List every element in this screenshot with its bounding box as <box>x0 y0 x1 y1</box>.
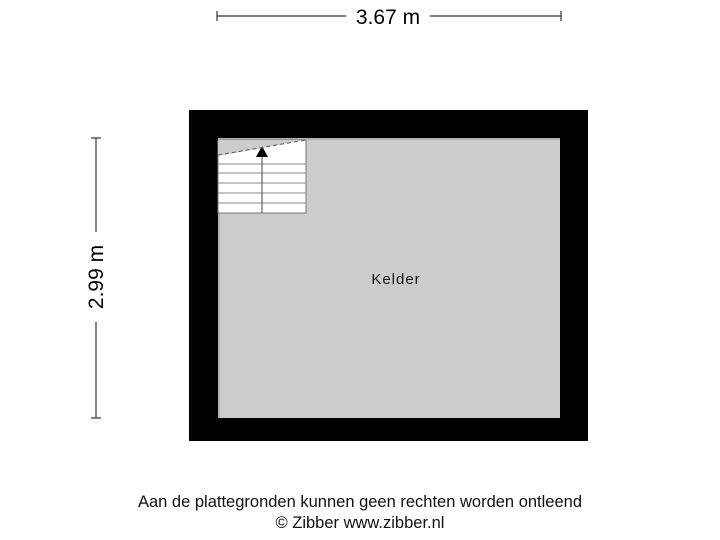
height-dimension-label: 2.99 m <box>85 244 108 310</box>
height-dimension <box>85 138 108 418</box>
footer-disclaimer: Aan de plattegronden kunnen geen rechten worden ontleend <box>137 493 583 511</box>
footer-credit: © Zibber www.zibber.nl <box>275 514 445 532</box>
width-dimension-label: 3.67 m <box>355 6 421 29</box>
room-label: Kelder <box>371 271 421 288</box>
staircase <box>218 140 306 213</box>
width-dimension <box>217 6 561 29</box>
